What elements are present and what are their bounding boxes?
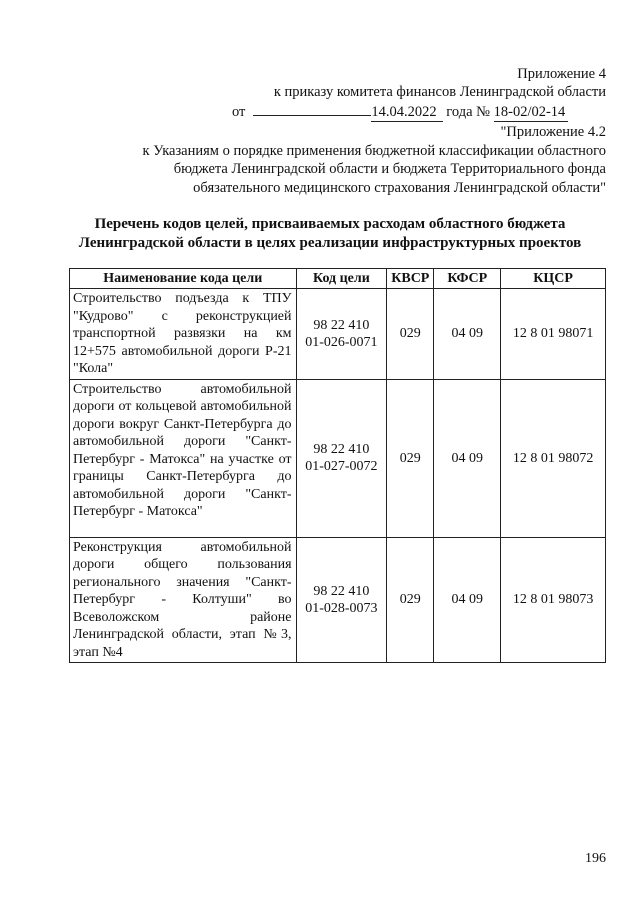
decree-line: бюджета Ленинградской области и бюджета Территориального фонда [173, 161, 606, 177]
table-row [70, 537, 606, 663]
date-blank-line [253, 101, 371, 116]
order-reference: к приказу комитета финансов Ленинградской области [273, 84, 606, 100]
decree-line: обязательного медицинского страхования Ленинградской области" [193, 179, 606, 196]
table-row [70, 379, 606, 537]
kfsr-cell: 04 09 [434, 289, 501, 380]
order-number: 18-02/02-14 [494, 103, 569, 122]
target-code-cell [296, 289, 387, 380]
target-name-cell: Строительство подъезда к ТПУ "Кудрово" с реконструкцией транспортной развязки на км 12+575 автомобильной дороги Р-21 "Кола" [70, 289, 297, 380]
target-code-part: 01-027-0072 [305, 459, 378, 474]
target-code-part: 01-028-0073 [305, 600, 378, 616]
title-line: Ленинградской области в целях реализации инфраструктурных проектов [78, 235, 582, 251]
target-name-cell: Строительство автомобильной дороги от кольцевой автомобильной дороги вокруг Санкт-Петербурга до автомобильной дороги "Санкт-Петербург - Матокса" на участке от границы Санкт-Петербурга до автомобильной дороги "Санкт-Петербург - Матокса" [70, 379, 297, 537]
target-code-part: 98 22 410 [313, 317, 370, 333]
kfsr-cell: 04 09 [434, 379, 501, 537]
column-header-code: Код цели [296, 269, 387, 289]
column-header-kvsr: КВСР [387, 269, 434, 289]
column-header-kfsr: КФСР [434, 269, 501, 289]
table-row [70, 289, 606, 380]
target-codes-table [69, 268, 606, 663]
target-code-part: 98 22 410 [313, 442, 370, 457]
kcsr-cell: 12 8 01 98072 [501, 379, 606, 537]
column-header-kcsr: КЦСР [501, 269, 606, 289]
page-number: 196 [585, 851, 606, 866]
kvsr-cell: 029 [387, 537, 434, 663]
kcsr-cell: 12 8 01 98071 [501, 289, 606, 380]
date-prefix: от [232, 104, 246, 120]
target-name-cell: Реконструкция автомобильной дороги общего пользования регионального значения "Санкт-Петербург - Колтуши" во Всеволожском районе Ленинградской области, этап №3, этап №4 [70, 537, 297, 663]
target-code-part: 01-026-0071 [305, 334, 378, 350]
decree-reference [86, 123, 606, 197]
decree-line: "Приложение 4.2 [500, 124, 606, 140]
kvsr-cell: 029 [387, 379, 434, 537]
target-code-part: 98 22 410 [313, 583, 370, 599]
kfsr-cell: 04 09 [434, 537, 501, 663]
title-line: Перечень кодов целей, присваиваемых расходам областного бюджета [94, 216, 566, 232]
decree-line: к Указаниям о порядке применения бюджетной классификации областного [142, 142, 606, 159]
target-code-cell [296, 379, 387, 537]
kcsr-cell: 12 8 01 98073 [501, 537, 606, 663]
kvsr-cell: 029 [387, 289, 434, 380]
appendix-label: Приложение 4 [517, 66, 606, 82]
order-date: 14.04.2022 [371, 103, 442, 122]
table-header-row [70, 269, 606, 289]
year-number-label: года № [446, 104, 490, 120]
column-header-name: Наименование кода цели [70, 269, 297, 289]
target-code-cell [296, 537, 387, 663]
document-title [60, 215, 600, 253]
order-date-line [232, 101, 568, 122]
